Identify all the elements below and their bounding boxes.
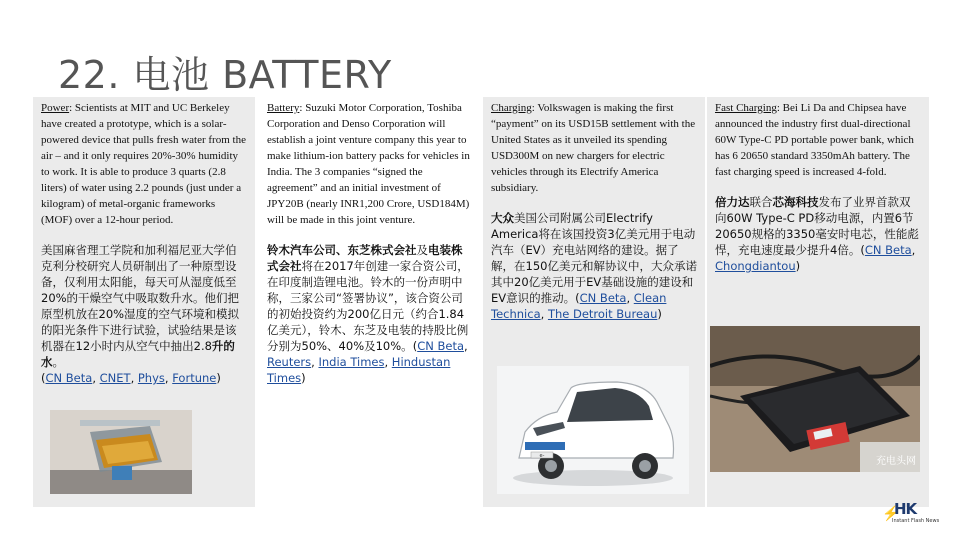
en-text: : Bei Li Da and Chipsea have announced the industry first dual-directional 60W Type-C PD portable power bank, which has 6 20650 standard 3350mAh battery. The fast charging speed is increased 4-fold. bbox=[715, 102, 914, 178]
source-link[interactable]: Phys bbox=[137, 371, 165, 385]
car-plate-text: e- bbox=[539, 453, 545, 459]
electric-car-photo bbox=[497, 366, 689, 494]
zh-bold: 升的水 bbox=[41, 339, 235, 369]
zh-text: 将在2017年创建一家合资公司，在印度制造锂电池。铃木的一份声明中称，三家公司“签署协议”，该合资公司的初始投资约为200亿日元（约合1.84亿美元），铃木、东芝及电装的持股比例分别为50%、40%及10%。 bbox=[267, 259, 469, 353]
power-bank-photo bbox=[710, 326, 920, 472]
zh-bold: 电装株式会社 bbox=[267, 243, 463, 273]
source-links: (CN Beta, CNET, Phys, Fortune) bbox=[41, 371, 221, 385]
column-heading: Power bbox=[41, 102, 70, 114]
source-link[interactable]: India Times bbox=[318, 355, 385, 369]
en-text: : Volkswagen is making the first “payment” on its USD15B settlement with the United States as it unveiled its spending USD300M on new chargers for electric vehicles through its Electrify America subsidiary. bbox=[491, 102, 696, 194]
source-link[interactable]: Clean Technica bbox=[491, 291, 667, 321]
zh-paragraph: 铃木汽车公司、东芝株式会社及电装株式会社将在2017年创建一家合资公司，在印度制造锂电池。铃木的一份声明中称，三家公司“签署协议”，该合资公司的初始投资约为200亿日元（约合1.84亿美元），铃木、东芝及电装的持股比例分别为50%、40%及10%。(CN Beta, Reuters, India Times, Hindustan Times) bbox=[267, 243, 469, 385]
source-link[interactable]: CN Beta bbox=[45, 371, 93, 385]
source-link[interactable]: Chongdiantou bbox=[715, 259, 796, 273]
en-text: : Scientists at MIT and UC Berkeley have created a prototype, which is a solar-powered device that pulls fresh water from the air – and it only requires 20%-30% humidity to work. It is able to produce 3 quarts (2.8 liters) of water using 2.2 pounds (just under a kilogram) of metal-organic frameworks (MOF) over a 12-hour period. bbox=[41, 102, 246, 226]
column-battery bbox=[259, 97, 481, 507]
zh-bold: 大众 bbox=[491, 211, 514, 225]
zh-paragraph: 大众美国公司附属公司Electrify America将在该国投资3亿美元用于电动汽车（EV）充电站网络的建设。据了解，在150亿美元和解协议中，大众承诺其中20亿美元用于EV基础设施的建设和EV意识的推动。(CN Beta, Clean Technica, The Detroit Bureau) bbox=[491, 211, 697, 321]
logo-subtitle: Instant Flash News bbox=[892, 518, 940, 524]
source-link[interactable]: CN Beta bbox=[864, 243, 912, 257]
zh-text: 联合 bbox=[749, 195, 773, 209]
source-link[interactable]: CN Beta bbox=[579, 291, 627, 305]
source-link[interactable]: The Detroit Bureau bbox=[547, 307, 658, 321]
en-text: : Suzuki Motor Corporation, Toshiba Corporation and Denso Corporation will establish a joint venture company this year to make lithium-ion battery packs for vehicles in India. The 3 companies “signed the agreement” and an initial investment of JPY20B (nearly INR1,200 Crore, USD184M) will be made in this joint venture. bbox=[267, 102, 470, 226]
source-link[interactable]: Reuters bbox=[267, 355, 312, 369]
zh-paragraph: 倍力达联合芯海科技发布了业界首款双向60W Type-C PD移动电源，内置6节20650规格的3350毫安时电芯，性能彪悍，充电速度最少提升4倍。(CN Beta, Chongdiantou) bbox=[715, 195, 919, 273]
zh-bold: 倍力达 bbox=[715, 195, 750, 209]
bolt-icon: ⚡ bbox=[882, 507, 900, 522]
zh-bold: 芯海科技 bbox=[772, 195, 819, 209]
source-link[interactable]: CN Beta bbox=[417, 339, 464, 353]
en-paragraph bbox=[715, 100, 921, 180]
zh-text-end: 。 bbox=[52, 355, 64, 369]
zh-text: 及 bbox=[416, 243, 428, 257]
en-paragraph bbox=[491, 100, 697, 196]
source-link[interactable]: Hindustan Times bbox=[267, 355, 451, 385]
zh-paragraph bbox=[41, 242, 247, 386]
source-link[interactable]: CNET bbox=[99, 371, 131, 385]
zh-text: 发布了业界首款双向60W Type-C PD移动电源，内置6节20650规格的3350毫安时电芯，性能彪悍，充电速度最少提升4倍。 bbox=[715, 195, 919, 257]
column-heading: Charging bbox=[491, 102, 532, 114]
brand-logo bbox=[882, 500, 938, 526]
source-link[interactable]: Fortune bbox=[172, 371, 217, 385]
water-harvester-photo bbox=[50, 410, 192, 494]
en-paragraph bbox=[41, 100, 247, 228]
logo-mark: HK bbox=[894, 500, 917, 518]
en-paragraph bbox=[267, 100, 473, 228]
zh-text: 美国公司附属公司Electrify America将在该国投资3亿美元用于电动汽车（EV）充电站网络的建设。据了解，在150亿美元和解协议中，大众承诺其中20亿美元用于EV基础设施的建设和EV意识的推动。 bbox=[491, 211, 697, 305]
column-heading: Battery bbox=[267, 102, 300, 114]
zh-text: 美国麻省理工学院和加利福尼亚大学伯克利分校研究人员研制出了一种原型设备，仅利用太阳能，每天可从湿度低至20%的干燥空气中吸取数升水。他们把原型机放在20%湿度的空气环境和模拟的阳光条件下进行试验，试验结果是该机器在12小时内从空气中抽出2.8 bbox=[41, 243, 240, 353]
column-heading: Fast Charging bbox=[715, 102, 777, 114]
watermark-text: 充电头网 bbox=[876, 456, 916, 467]
slide-title: 22. 电池 BATTERY bbox=[58, 53, 392, 97]
zh-bold: 铃木汽车公司、东芝株式会社 bbox=[267, 243, 417, 257]
